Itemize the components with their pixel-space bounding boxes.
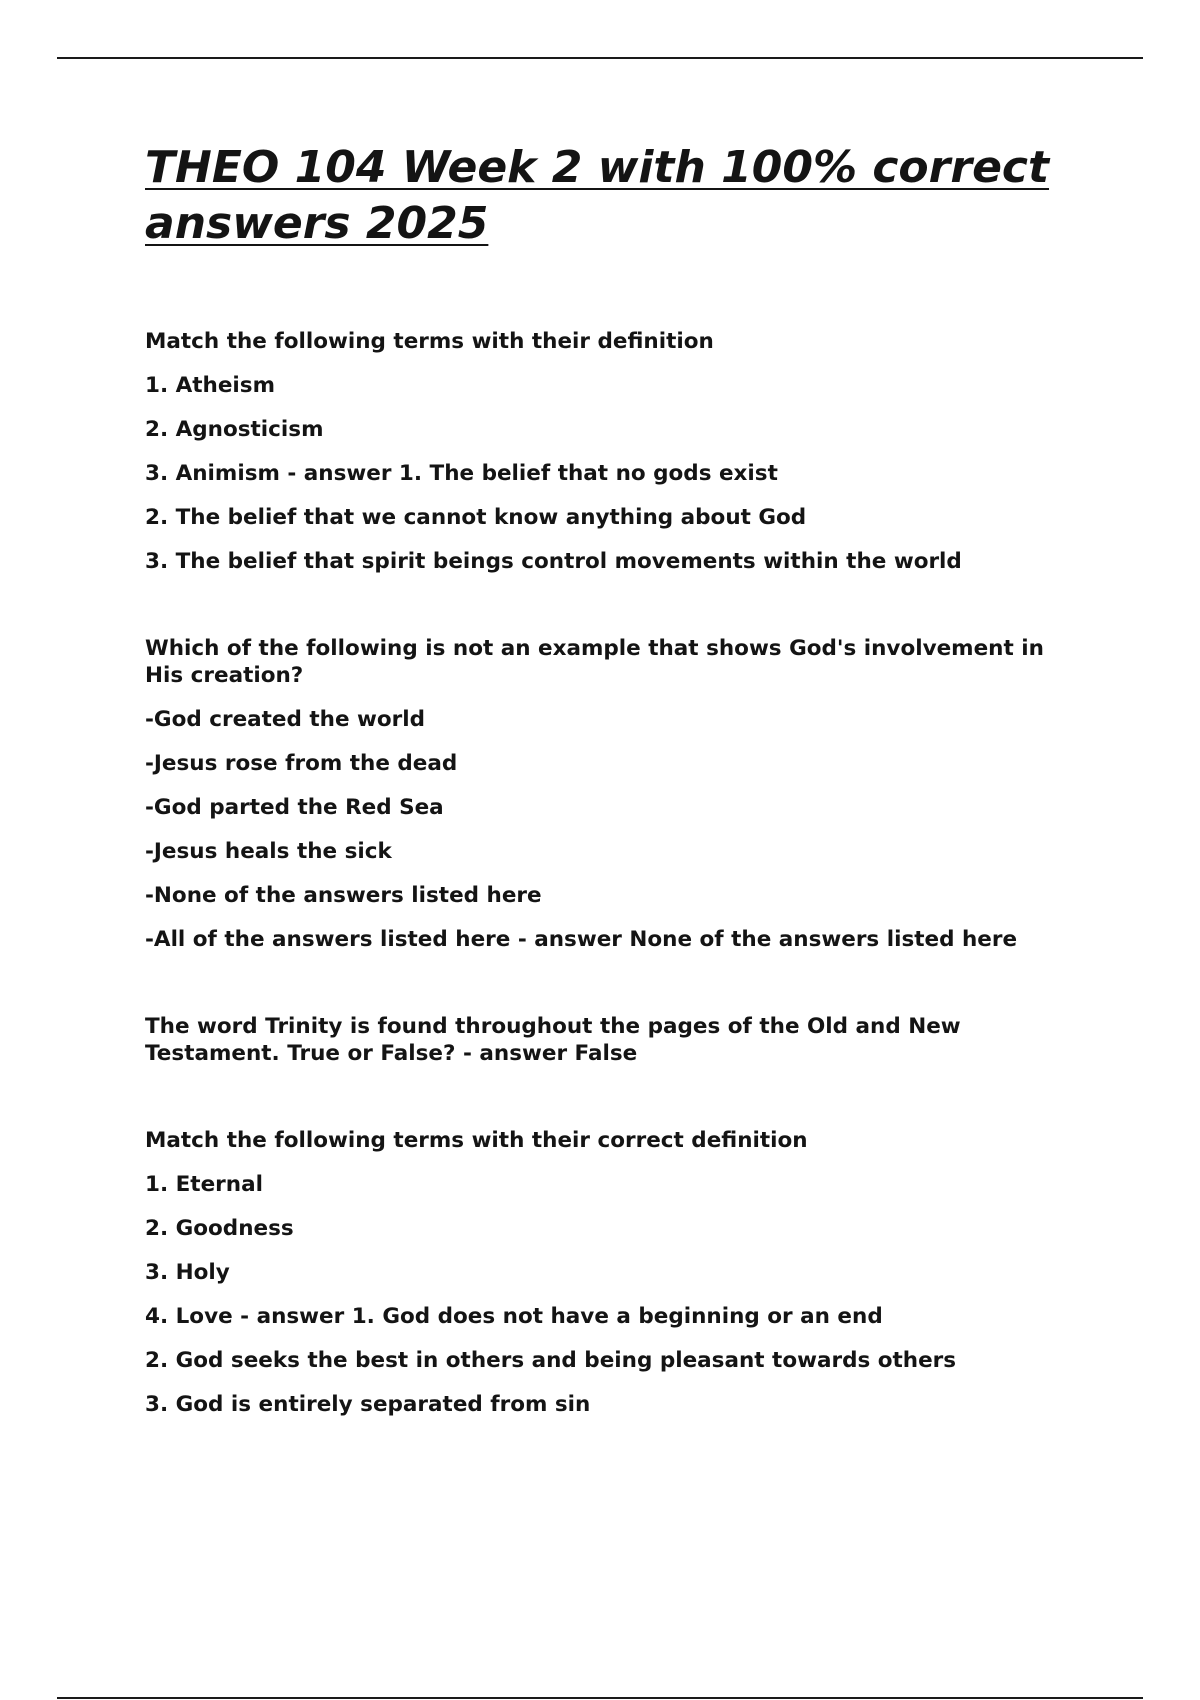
question-3	[145, 1013, 1085, 1067]
answer-line: 1. Atheism	[145, 373, 275, 398]
question-1	[145, 328, 1085, 575]
answer-line: 3. Animism - answer 1. The belief that no gods exist	[145, 461, 778, 486]
answer-line: 1. Eternal	[145, 1172, 263, 1197]
document-title: THEO 104 Week 2 with 100% correct answers 2025	[145, 142, 1050, 249]
answer-line: 3. Holy	[145, 1260, 230, 1285]
answer-line: -God parted the Red Sea	[145, 795, 444, 820]
question-stem: Match the following terms with their definition	[145, 329, 714, 354]
answer-line: -All of the answers listed here - answer None of the answers listed here	[145, 927, 1018, 952]
top-rule	[57, 57, 1143, 59]
answer-line: 2. Agnosticism	[145, 417, 324, 442]
answer-line: -Jesus rose from the dead	[145, 751, 458, 776]
answer-line: 2. Goodness	[145, 1216, 294, 1241]
question-stem: Which of the following is not an example that shows God's involvement in His creation?	[145, 636, 1044, 688]
answer-line: 2. God seeks the best in others and being pleasant towards others	[145, 1348, 957, 1373]
answer-line: 3. God is entirely separated from sin	[145, 1392, 591, 1417]
question-2	[145, 635, 1085, 953]
question-stem: Match the following terms with their correct definition	[145, 1128, 808, 1153]
answer-line: -God created the world	[145, 707, 426, 732]
document-body	[145, 140, 1085, 1418]
question-4	[145, 1127, 1085, 1418]
answer-line: -None of the answers listed here	[145, 883, 542, 908]
answer-line: 2. The belief that we cannot know anything about God	[145, 505, 807, 530]
bottom-rule	[57, 1697, 1143, 1699]
answer-line: -Jesus heals the sick	[145, 839, 392, 864]
question-stem: The word Trinity is found throughout the pages of the Old and New Testament. True or False? - answer False	[145, 1014, 961, 1066]
answer-line: 3. The belief that spirit beings control movements within the world	[145, 549, 962, 574]
answer-line: 4. Love - answer 1. God does not have a beginning or an end	[145, 1304, 883, 1329]
